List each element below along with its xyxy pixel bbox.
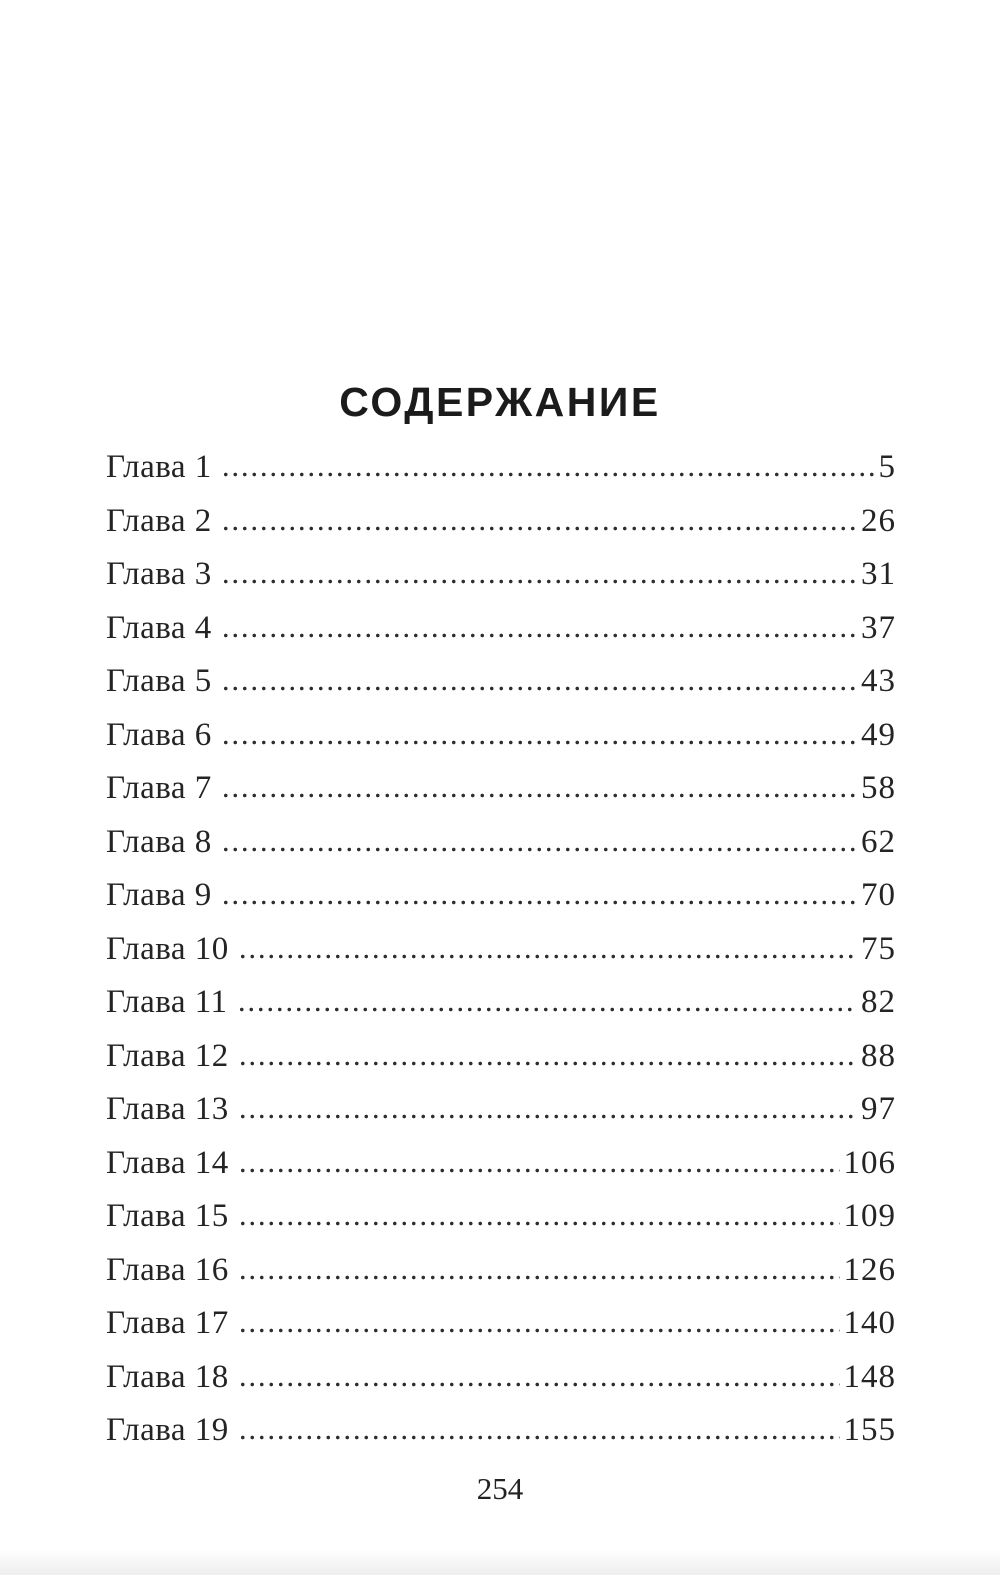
- chapter-label: Глава 14: [106, 1144, 229, 1181]
- dot-leader: [221, 633, 857, 638]
- toc-entry: [106, 610, 896, 664]
- chapter-label: Глава 6: [106, 716, 212, 753]
- chapter-page-number: 5: [878, 449, 896, 485]
- chapter-page-number: 126: [843, 1251, 896, 1288]
- chapter-page-number: 140: [843, 1305, 896, 1341]
- toc-entry: [106, 1038, 896, 1092]
- dot-leader: [238, 1328, 840, 1333]
- chapter-page-number: 37: [861, 609, 896, 646]
- toc-entry: [106, 556, 896, 610]
- dot-leader: [237, 1007, 857, 1012]
- dot-leader: [238, 1275, 840, 1280]
- dot-leader: [221, 579, 857, 584]
- toc-entry: [106, 1252, 896, 1306]
- toc-entry: [106, 984, 896, 1038]
- chapter-label: Глава 15: [106, 1198, 229, 1234]
- toc-entry: [106, 770, 896, 824]
- chapter-label: Глава 2: [106, 502, 212, 539]
- chapter-page-number: 26: [861, 502, 896, 539]
- toc-entry: [106, 1198, 896, 1252]
- chapter-page-number: 155: [843, 1412, 896, 1448]
- chapter-label: Глава 5: [106, 663, 212, 699]
- toc-entry: [106, 503, 896, 557]
- dot-leader: [221, 686, 857, 691]
- toc-entry: [106, 1305, 896, 1359]
- chapter-label: Глава 16: [106, 1251, 229, 1288]
- chapter-label: Глава 19: [106, 1412, 229, 1448]
- dot-leader: [238, 1435, 840, 1440]
- dot-leader: [221, 526, 857, 531]
- chapter-page-number: 97: [861, 1091, 896, 1127]
- dot-leader: [221, 740, 857, 745]
- page-number: 254: [476, 1471, 524, 1506]
- toc-entry: [106, 1412, 896, 1466]
- chapter-page-number: 31: [861, 556, 896, 592]
- chapter-page-number: 82: [861, 984, 896, 1020]
- chapter-page-number: 88: [861, 1037, 896, 1074]
- chapter-label: Глава 13: [106, 1091, 229, 1127]
- chapter-label: Глава 8: [106, 823, 212, 860]
- toc-entry: [106, 1359, 896, 1413]
- toc-entry: [106, 877, 896, 931]
- toc-list: [106, 449, 896, 1466]
- chapter-label: Глава 17: [106, 1305, 229, 1341]
- chapter-page-number: 62: [861, 823, 896, 860]
- toc-entry: [106, 449, 896, 503]
- toc-entry: [106, 663, 896, 717]
- chapter-label: Глава 9: [106, 877, 212, 913]
- dot-leader: [238, 1382, 840, 1387]
- chapter-page-number: 43: [861, 663, 896, 699]
- page-title: СОДЕРЖАНИЕ: [339, 379, 661, 425]
- chapter-page-number: 148: [843, 1358, 896, 1395]
- chapter-page-number: 58: [861, 770, 896, 806]
- dot-leader: [238, 954, 857, 959]
- dot-leader: [221, 847, 857, 852]
- toc-entry: [106, 931, 896, 985]
- chapter-label: Глава 12: [106, 1037, 229, 1074]
- chapter-page-number: 70: [861, 877, 896, 913]
- dot-leader: [238, 1168, 840, 1173]
- toc-entry: [106, 717, 896, 771]
- chapter-page-number: 75: [861, 930, 896, 967]
- toc-entry: [106, 824, 896, 878]
- chapter-label: Глава 10: [106, 930, 229, 967]
- chapter-label: Глава 1: [106, 449, 212, 485]
- chapter-page-number: 106: [843, 1144, 896, 1181]
- dot-leader: [221, 472, 875, 477]
- dot-leader: [238, 1114, 857, 1119]
- toc-entry: [106, 1091, 896, 1145]
- chapter-page-number: 49: [861, 716, 896, 753]
- dot-leader: [221, 793, 857, 798]
- dot-leader: [238, 1061, 857, 1066]
- chapter-label: Глава 3: [106, 556, 212, 592]
- dot-leader: [238, 1221, 840, 1226]
- dot-leader: [221, 900, 857, 905]
- toc-entry: [106, 1145, 896, 1199]
- chapter-label: Глава 18: [106, 1358, 229, 1395]
- chapter-label: Глава 4: [106, 609, 212, 646]
- chapter-label: Глава 11: [106, 984, 228, 1020]
- chapter-label: Глава 7: [106, 770, 212, 806]
- scan-edge-shadow: [0, 1549, 1000, 1575]
- chapter-page-number: 109: [843, 1198, 896, 1234]
